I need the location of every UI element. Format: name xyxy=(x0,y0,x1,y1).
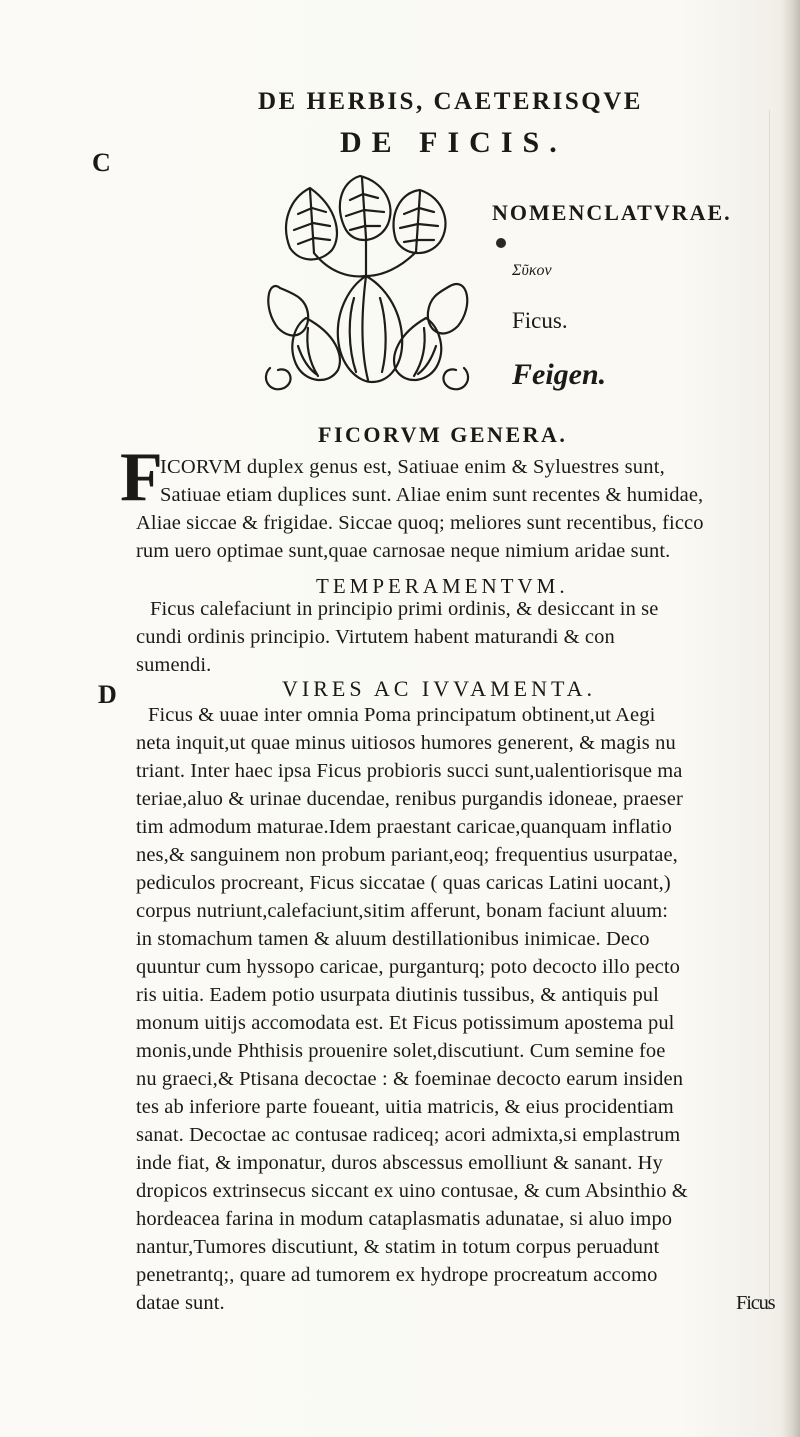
text-line: Satiuae etiam duplices sunt. Aliae enim sunt recentes & humidae, xyxy=(160,484,704,506)
text-line: in stomachum tamen & aluum destillationibus inimicae. Deco xyxy=(136,928,650,950)
text-line: teriae,aluo & urinae ducendae, renibus purgandis idoneae, praeser xyxy=(136,788,683,810)
text-line: nantur,Tumores discutiunt, & statim in totum corpus peruadunt xyxy=(136,1236,660,1258)
text-line: nes,& sanguinem non probum pariant,eoq; frequentius usurpatae, xyxy=(136,844,678,866)
section-heading-vires: VIRES AC IVVAMENTA. xyxy=(282,676,597,701)
text-line: quuntur cum hyssopo caricae, purganturq; poto decocto illo pecto xyxy=(136,956,681,978)
text-line: penetrantq;, quare ad tumorem ex hydrope procreatum accomo xyxy=(136,1264,658,1286)
catchword: Ficus xyxy=(736,1292,775,1314)
text-line: sanat. Decoctae ac contusae radiceq; acori admixta,si emplastrum xyxy=(136,1124,681,1146)
text-line: dropicos extrinsecus siccant ex uino contusae, & cum Absinthio & xyxy=(136,1180,688,1202)
section-heading-genera: FICORVM GENERA. xyxy=(318,422,568,447)
text-line: triant. Inter haec ipsa Ficus probioris succi sunt,ualentiorisque ma xyxy=(136,760,683,782)
margin-letter-c: C xyxy=(92,148,111,177)
german-name: Feigen. xyxy=(512,358,607,391)
text-line: Ficus calefaciunt in principio primi ordinis, & desiccant in se xyxy=(150,598,659,620)
text-line: nu graeci,& Ptisana decoctae : & foeminae decocto earum insiden xyxy=(136,1068,684,1090)
section-heading-temperamentum: TEMPERAMENTVM. xyxy=(316,574,569,598)
fig-icon xyxy=(250,168,484,402)
text-line: tim admodum maturae.Idem praestant caricae,quanquam inflatio xyxy=(136,816,672,838)
text-line: hordeacea farina in modum cataplasmatis adunatae, si aluo impo xyxy=(136,1208,673,1230)
text-line: ris uitia. Eadem potio usurpata diutinis tussibus, & antiquis pul xyxy=(136,984,659,1006)
nomenclatura-label: NOMENCLATVRAE. xyxy=(492,200,732,225)
text-line: monis,unde Phthisis prouenire solet,discutiunt. Cum semine foe xyxy=(136,1040,666,1062)
text-line: neta inquit,ut quae minus uitiosos humores generent, & magis nu xyxy=(136,732,676,754)
page-edge-shadow xyxy=(782,0,800,1437)
page-title: DE FICIS. xyxy=(340,126,567,159)
text-line: tes ab inferiore parte foueant, uitia matricis, & eius procidentiam xyxy=(136,1096,674,1118)
text-line: Aliae siccae & frigidae. Siccae quoq; meliores sunt recentibus, ficco xyxy=(136,512,704,534)
text-line: pediculos procreant, Ficus siccatae ( quas caricas Latini uocant,) xyxy=(136,872,671,894)
text-line: datae sunt. xyxy=(136,1292,225,1314)
bullet-dot xyxy=(496,238,506,248)
text-line: sumendi. xyxy=(136,654,212,676)
greek-name: Σῦκον xyxy=(512,262,552,279)
margin-letter-d: D xyxy=(98,680,117,709)
text-line: monum uitijs accomodata est. Et Ficus potissimum apostema pul xyxy=(136,1012,675,1034)
text-line: cundi ordinis principio. Virtutem habent maturandi & con xyxy=(136,626,615,648)
text-line: ICORVM duplex genus est, Satiuae enim & Syluestres sunt, xyxy=(160,456,665,478)
text-line: inde fiat, & imponatur, duros abscessus emolliunt & sanant. Hy xyxy=(136,1152,663,1174)
text-line: corpus nutriunt,calefaciunt,sitim afferunt, bonam faciunt aluum: xyxy=(136,900,669,922)
text-line: Ficus & uuae inter omnia Poma principatum obtinent,ut Aegi xyxy=(148,704,656,726)
page-fold-line xyxy=(769,110,770,1310)
running-header: DE HERBIS, CAETERISQVE xyxy=(258,88,643,115)
text-line: rum uero optimae sunt,quae carnosae neque nimium aridae sunt. xyxy=(136,540,671,562)
drop-cap: F xyxy=(120,439,163,516)
latin-name: Ficus. xyxy=(512,308,568,333)
